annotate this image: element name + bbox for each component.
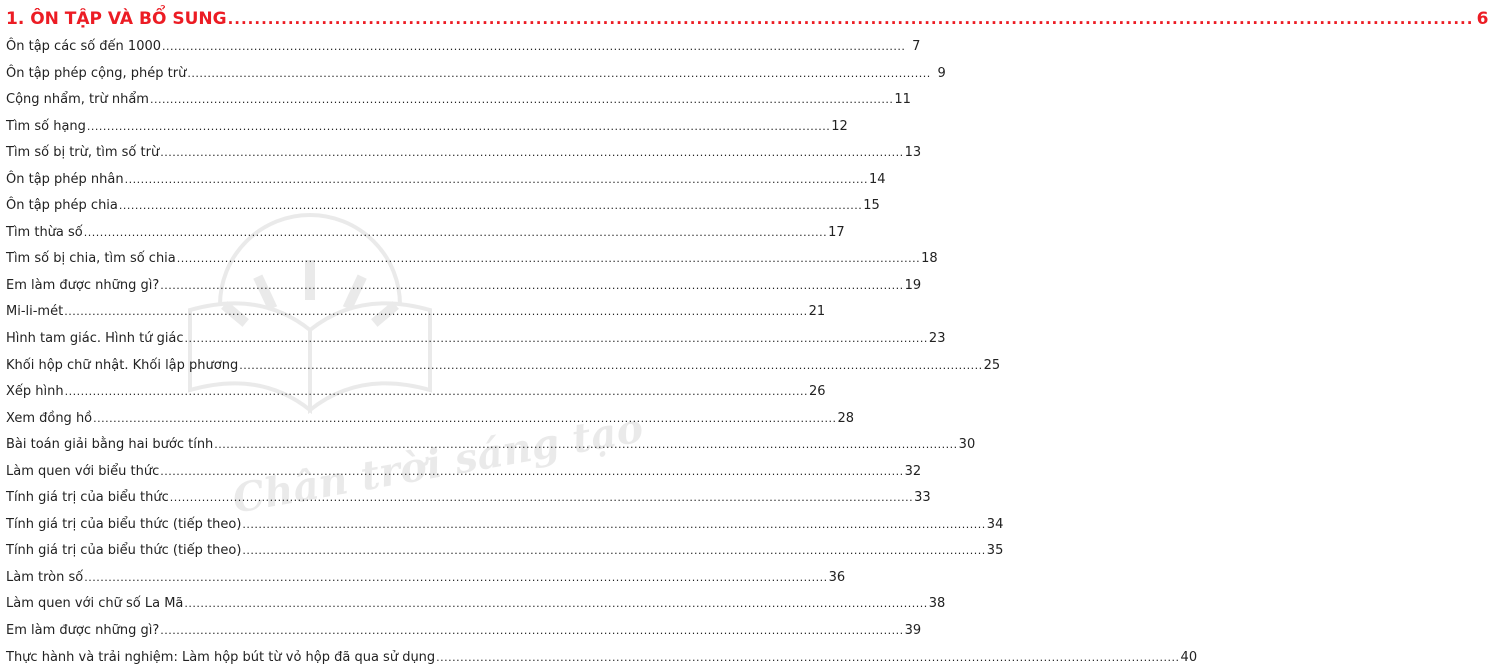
toc-entry[interactable] bbox=[6, 406, 855, 433]
dot-leader bbox=[150, 87, 893, 114]
dot-leader bbox=[187, 61, 930, 88]
section-page-number: 6 bbox=[1476, 9, 1488, 29]
toc-entry-title: Tính giá trị của biểu thức (tiếp theo) bbox=[6, 543, 242, 559]
toc-entry[interactable] bbox=[6, 114, 848, 141]
table-of-contents bbox=[6, 4, 1488, 671]
toc-entry[interactable] bbox=[6, 565, 846, 592]
section-title: 1. ÔN TẬP VÀ BỔ SUNG bbox=[6, 9, 227, 29]
toc-entry[interactable] bbox=[6, 645, 1198, 671]
toc-entry[interactable] bbox=[6, 379, 826, 406]
dot-leader bbox=[160, 459, 903, 486]
toc-entry-title: Khối hộp chữ nhật. Khối lập phương bbox=[6, 357, 239, 373]
toc-entry-list bbox=[6, 34, 1198, 671]
toc-entry[interactable] bbox=[6, 299, 826, 326]
dot-leader bbox=[160, 273, 903, 300]
dot-leader bbox=[177, 246, 920, 273]
toc-entry[interactable] bbox=[6, 61, 946, 88]
toc-entry-title: Xếp hình bbox=[6, 384, 64, 400]
dot-leader bbox=[65, 379, 808, 406]
toc-entry-title: Làm quen với biểu thức bbox=[6, 463, 160, 479]
toc-entry[interactable] bbox=[6, 246, 938, 273]
dot-leader bbox=[436, 645, 1179, 671]
toc-entry[interactable] bbox=[6, 140, 922, 167]
toc-entry[interactable] bbox=[6, 591, 946, 618]
toc-entry-page-number: 17 bbox=[828, 224, 845, 240]
toc-entry-page-number: 30 bbox=[958, 437, 976, 453]
toc-entry-page-number: 18 bbox=[921, 251, 938, 267]
toc-entry-page-number: 11 bbox=[894, 92, 911, 108]
dot-leader bbox=[84, 220, 827, 247]
toc-entry-title: Tính giá trị của biểu thức bbox=[6, 490, 169, 506]
toc-entry-page-number: 12 bbox=[831, 118, 848, 134]
dot-leader bbox=[214, 432, 957, 459]
toc-entry[interactable] bbox=[6, 485, 931, 512]
toc-entry-page-number: 15 bbox=[863, 198, 880, 214]
dot-leader bbox=[185, 326, 928, 353]
dot-leader bbox=[87, 114, 830, 141]
toc-entry-title: Ôn tập các số đến 1000 bbox=[6, 39, 162, 54]
toc-entry-page-number: 40 bbox=[1180, 649, 1198, 665]
dot-leader bbox=[242, 538, 985, 565]
toc-entry-page-number: 35 bbox=[986, 543, 1004, 559]
toc-entry[interactable] bbox=[6, 167, 886, 194]
toc-entry-title: Tìm số bị chia, tìm số chia bbox=[6, 251, 176, 267]
dot-leader bbox=[119, 193, 862, 220]
toc-entry-title: Tìm số bị trừ, tìm số trừ bbox=[6, 145, 160, 161]
watermark-text: Chân trời sáng tạo bbox=[229, 404, 647, 523]
dot-leader bbox=[64, 299, 807, 326]
dot-leader bbox=[242, 512, 985, 539]
toc-entry[interactable] bbox=[6, 34, 921, 61]
toc-entry-page-number: 28 bbox=[837, 410, 855, 426]
toc-entry-title: Mi-li-mét bbox=[6, 304, 64, 320]
toc-entry-title: Em làm được những gì? bbox=[6, 623, 160, 639]
toc-entry-title: Tính giá trị của biểu thức (tiếp theo) bbox=[6, 516, 242, 532]
toc-entry-page-number: 23 bbox=[928, 331, 946, 347]
dot-leader bbox=[184, 591, 927, 618]
toc-entry-page-number: 21 bbox=[808, 304, 826, 320]
toc-entry-page-number: 26 bbox=[809, 384, 826, 400]
toc-entry-title: Cộng nhẩm, trừ nhẩm bbox=[6, 92, 149, 108]
dot-leader bbox=[170, 485, 913, 512]
toc-entry-title: Làm quen với chữ số La Mã bbox=[6, 596, 184, 612]
dot-leader bbox=[160, 618, 903, 645]
dot-leader bbox=[125, 167, 868, 194]
section-heading[interactable] bbox=[6, 4, 1488, 34]
toc-entry-page-number: 9 bbox=[937, 65, 946, 81]
toc-entry[interactable] bbox=[6, 193, 880, 220]
dot-leader bbox=[93, 406, 836, 433]
toc-entry-title: Tìm thừa số bbox=[6, 224, 83, 240]
toc-entry[interactable] bbox=[6, 326, 946, 353]
toc-entry[interactable] bbox=[6, 538, 1004, 565]
toc-entry[interactable] bbox=[6, 459, 922, 486]
toc-entry-title: Ôn tập phép nhân bbox=[6, 171, 124, 187]
toc-entry[interactable] bbox=[6, 273, 922, 300]
toc-entry-page-number: 14 bbox=[868, 171, 886, 187]
toc-entry[interactable] bbox=[6, 432, 976, 459]
dot-leader bbox=[84, 565, 827, 592]
dot-leader bbox=[228, 4, 1474, 34]
toc-entry-page-number: 25 bbox=[983, 357, 1001, 373]
toc-entry-title: Bài toán giải bằng hai bước tính bbox=[6, 437, 214, 453]
toc-entry[interactable] bbox=[6, 220, 845, 247]
toc-entry-page-number: 33 bbox=[914, 490, 931, 506]
toc-entry[interactable] bbox=[6, 512, 1004, 539]
toc-entry-page-number: 36 bbox=[828, 569, 846, 585]
toc-entry-title: Tìm số hạng bbox=[6, 118, 86, 134]
toc-entry-page-number: 7 bbox=[912, 39, 921, 54]
dot-leader bbox=[239, 353, 982, 380]
dot-leader bbox=[162, 34, 905, 61]
toc-entry-page-number: 39 bbox=[904, 623, 922, 639]
toc-entry-page-number: 32 bbox=[904, 463, 922, 479]
toc-entry-title: Hình tam giác. Hình tứ giác bbox=[6, 331, 184, 347]
toc-entry-title: Thực hành và trải nghiệm: Làm hộp bút từ vỏ hộp đã qua sử dụng bbox=[6, 649, 436, 665]
toc-entry-page-number: 19 bbox=[904, 277, 922, 293]
toc-entry-page-number: 34 bbox=[986, 516, 1004, 532]
toc-entry-title: Ôn tập phép chia bbox=[6, 198, 118, 214]
dot-leader bbox=[160, 140, 903, 167]
toc-entry-title: Làm tròn số bbox=[6, 569, 84, 585]
toc-entry-page-number: 38 bbox=[928, 596, 946, 612]
toc-entry-title: Xem đồng hồ bbox=[6, 410, 93, 426]
toc-entry[interactable] bbox=[6, 618, 922, 645]
toc-entry-title: Ôn tập phép cộng, phép trừ bbox=[6, 65, 187, 81]
toc-entry-page-number: 13 bbox=[904, 145, 922, 161]
toc-entry[interactable] bbox=[6, 353, 1001, 380]
toc-entry-title: Em làm được những gì? bbox=[6, 277, 160, 293]
toc-entry[interactable] bbox=[6, 87, 911, 114]
